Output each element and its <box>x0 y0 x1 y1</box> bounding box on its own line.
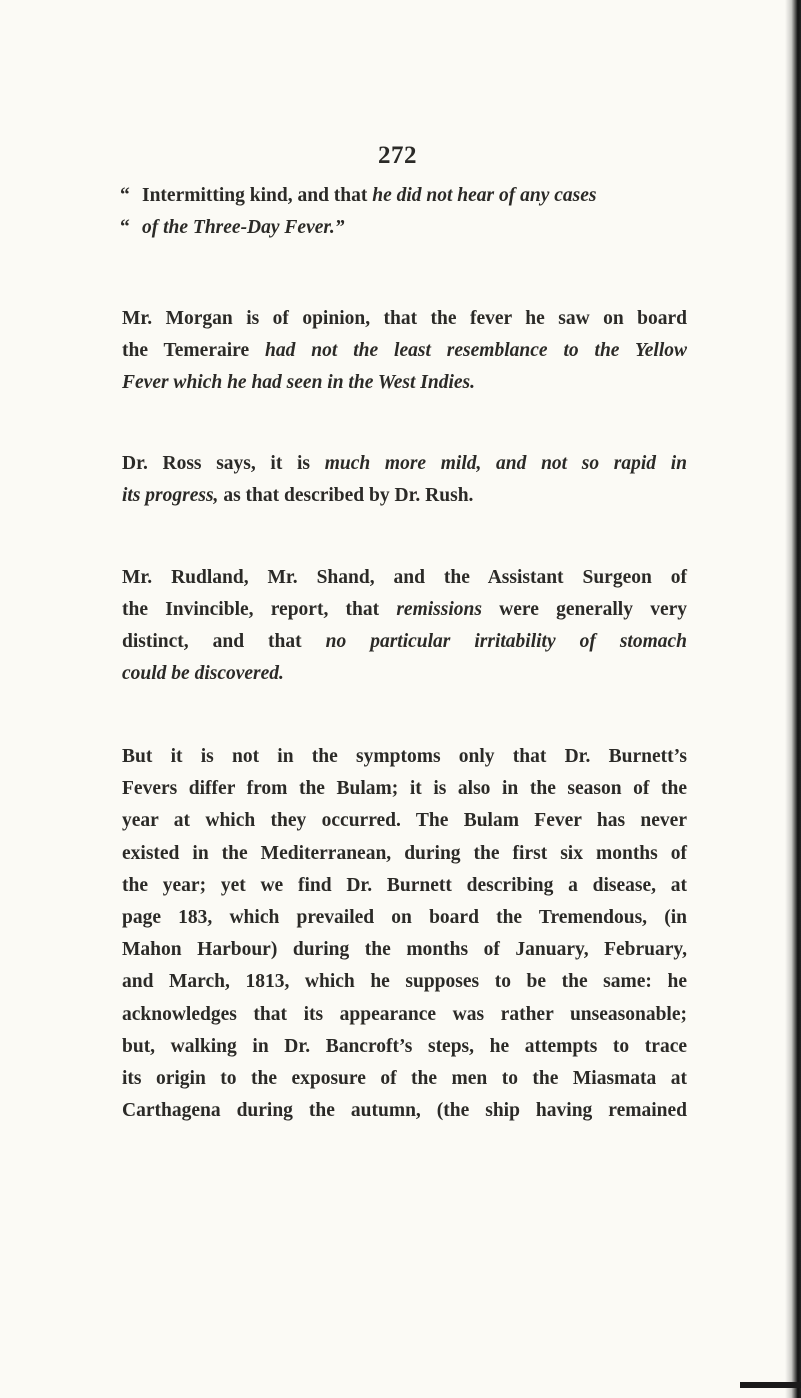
quote-line: “ of the Three-Day Fever.” <box>120 217 345 238</box>
text-line: Fevers differ from the Bulam; it is also in the season of the <box>122 778 687 800</box>
paragraph-burnett <box>122 741 687 1127</box>
text-line: and March, 1813, which he supposes to be the same: he <box>122 971 687 993</box>
text-line: Dr. Ross says, it is much more mild, and not so rapid in <box>122 453 687 474</box>
text-line: distinct, and that no particular irritability of stomach <box>122 631 687 652</box>
paragraph-ross <box>122 448 687 512</box>
text-line: Mr. Rudland, Mr. Shand, and the Assistant Surgeon of <box>122 567 687 588</box>
text-line: acknowledges that its appearance was rather unseasonable; <box>122 1003 687 1025</box>
text-line: Carthagena during the autumn, (the ship having remained <box>122 1100 687 1122</box>
text-line: the Invincible, report, that remissions were generally very <box>122 599 688 620</box>
text-line: Mahon Harbour) during the months of January, February, <box>122 939 687 961</box>
text-line: its origin to the exposure of the men to the Miasmata at <box>122 1068 687 1090</box>
text-line: existed in the Mediterranean, during the first six months of <box>122 842 687 864</box>
text-line: Mr. Morgan is of opinion, that the fever he saw on board <box>122 308 687 329</box>
paragraph-rudland <box>122 562 687 690</box>
paragraph-morgan <box>122 303 687 399</box>
quote-line: “ Intermitting kind, and that he did not hear of any cases <box>120 185 597 206</box>
text-line: its progress, as that described by Dr. Rush. <box>122 485 474 506</box>
text-line: could be discovered. <box>122 663 284 684</box>
text-line: Fever which he had seen in the West Indies. <box>122 372 476 393</box>
text-line: the year; yet we find Dr. Burnett describing a disease, at <box>122 874 687 896</box>
text-line: the Temeraire had not the least resemblance to the Yellow <box>122 340 687 361</box>
text-line: But it is not in the symptoms only that Dr. Burnett’s <box>122 746 687 767</box>
text-line: year at which they occurred. The Bulam Fever has never <box>122 810 687 832</box>
quote-continuation <box>120 180 680 244</box>
page-edge-shadow <box>785 0 801 1398</box>
text-line: but, walking in Dr. Bancroft’s steps, he attempts to trace <box>122 1035 687 1057</box>
scan-edge-mark <box>740 1382 801 1388</box>
text-line: page 183, which prevailed on board the Tremendous, (in <box>122 907 687 929</box>
page-number: 272 <box>378 142 417 169</box>
